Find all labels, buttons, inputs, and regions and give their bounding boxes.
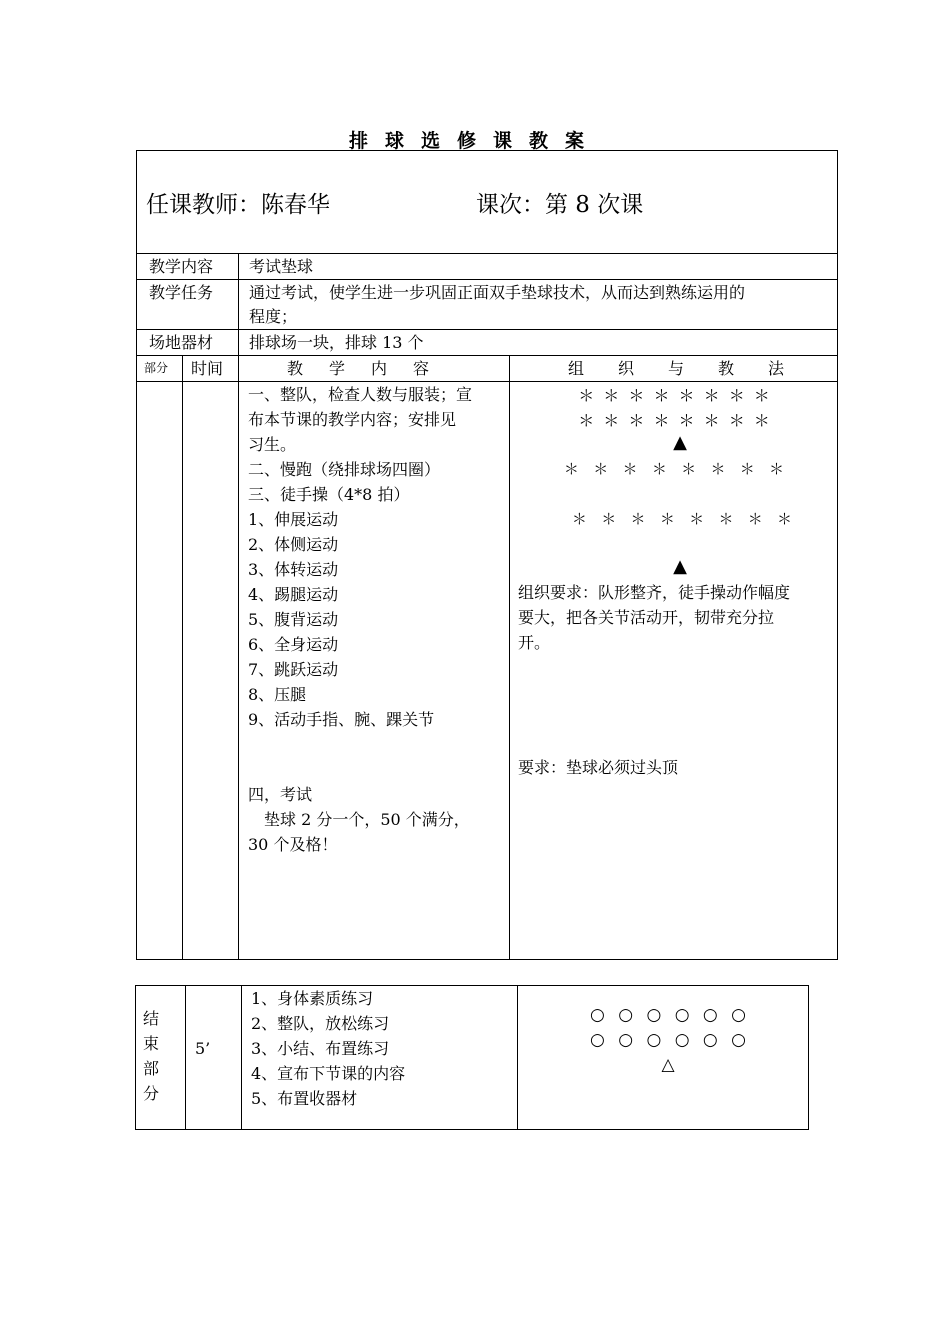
organization-requirement-line-2: 要大，把各关节活动开，韧带充分拉	[518, 608, 775, 627]
info-label-content: 教学内容	[149, 257, 214, 276]
formation-row-1: ＊ ＊ ＊ ＊ ＊ ＊ ＊ ＊	[578, 386, 772, 405]
content-line: 四，考试	[248, 785, 313, 804]
ending-item: 3、小结、布置练习	[251, 1039, 390, 1058]
teacher-name: 任课教师：陈春华	[146, 192, 330, 218]
formation-row-2: ＊ ＊ ＊ ＊ ＊ ＊ ＊ ＊	[578, 411, 772, 430]
content-line: 习生。	[248, 435, 297, 454]
content-line: 9、活动手指、腕、踝关节	[248, 710, 435, 729]
page-title: 排球选修课教案	[348, 130, 601, 152]
ending-item: 2、整队，放松练习	[251, 1014, 390, 1033]
info-label-equipment: 场地器材	[149, 333, 214, 352]
content-line	[248, 732, 506, 757]
ending-items-list	[251, 986, 405, 1111]
formation-row-3: ＊ ＊ ＊ ＊ ＊ ＊ ＊ ＊	[563, 460, 785, 478]
content-line: 一、整队，检查人数与服装；宣	[248, 385, 473, 404]
session-number: 课次：第 8 次课	[476, 192, 644, 218]
main-content-list	[248, 382, 506, 857]
column-header-method: 组织与教法	[568, 359, 819, 378]
ending-part-label: 结 束 部 分	[143, 1009, 160, 1103]
exam-requirement: 要求：垫球必须过头顶	[518, 758, 679, 777]
content-line: 30 个及格！	[248, 835, 338, 854]
info-label-task: 教学任务	[149, 283, 214, 302]
organization-requirement-line-1: 组织要求：队形整齐，徒手操动作幅度	[518, 583, 791, 602]
content-line	[248, 757, 506, 782]
content-line: 8、压腿	[248, 685, 307, 704]
content-line: 3、体转运动	[248, 560, 339, 579]
ending-item: 5、布置收器材	[251, 1089, 358, 1108]
content-line: 1、伸展运动	[248, 510, 339, 529]
teacher-triangle-icon: ▲	[673, 432, 687, 453]
teacher-triangle-icon-2: ▲	[673, 556, 687, 577]
formation-row-4: ＊ ＊ ＊ ＊ ＊ ＊ ＊ ＊	[571, 510, 793, 528]
ending-item: 4、宣布下节课的内容	[251, 1064, 406, 1083]
content-line: 2、体侧运动	[248, 535, 339, 554]
content-line: 布本节课的教学内容；安排见	[248, 410, 457, 429]
content-line: 三、徒手操（4*8 拍）	[248, 485, 410, 504]
ending-formation-row-2: ○ ○ ○ ○ ○ ○	[589, 1030, 751, 1050]
ending-time: 5’	[195, 1039, 211, 1058]
column-header-time: 时间	[191, 359, 224, 378]
content-line: 7、跳跃运动	[248, 660, 339, 679]
ending-formation-row-1: ○ ○ ○ ○ ○ ○	[589, 1005, 751, 1025]
column-header-part: 部分	[144, 361, 169, 375]
info-value-task: 通过考试，使学生进一步巩固正面双手垫球技术，从而达到熟练运用的	[249, 283, 746, 302]
content-line: 二、慢跑（绕排球场四圈）	[248, 460, 441, 479]
content-line: 6、全身运动	[248, 635, 339, 654]
content-line: 5、腹背运动	[248, 610, 339, 629]
info-value-content: 考试垫球	[249, 257, 314, 276]
organization-requirement-line-3: 开。	[518, 633, 551, 652]
ending-teacher-triangle-icon: △	[661, 1055, 679, 1075]
info-value-task-line2: 程度；	[249, 307, 298, 326]
info-value-equipment: 排球场一块，排球 13 个	[249, 333, 424, 352]
content-line: 4、踢腿运动	[248, 585, 339, 604]
content-line: 垫球 2 分一个，50 个满分，	[248, 810, 470, 829]
ending-item: 1、身体素质练习	[251, 989, 374, 1008]
column-header-content: 教学内容	[287, 359, 456, 378]
